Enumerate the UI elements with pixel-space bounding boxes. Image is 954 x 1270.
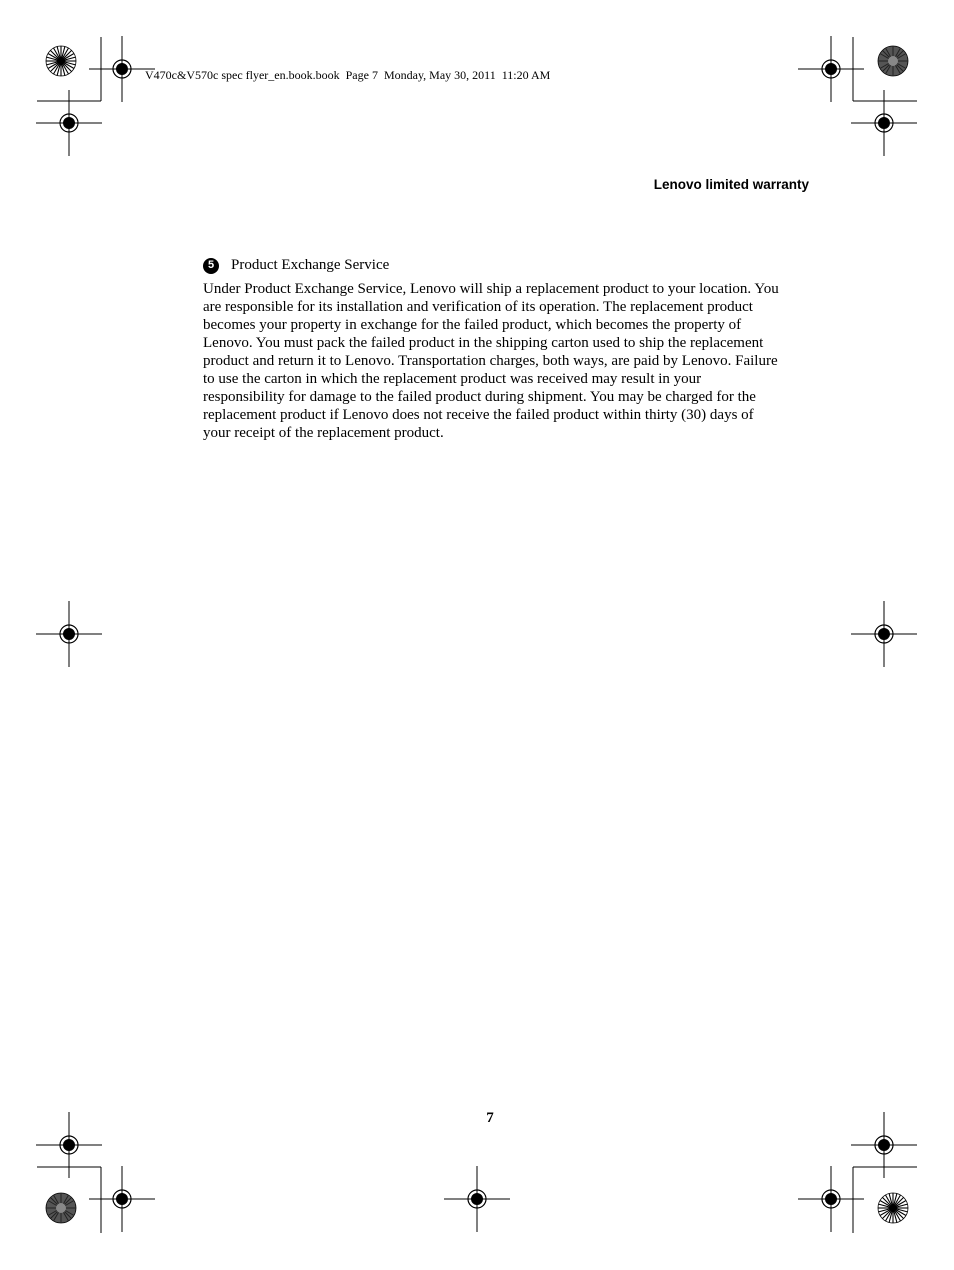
body-line: responsibility for damage to the failed product during shipment. You may be charged for the	[203, 389, 756, 405]
section-number-badge: 5	[203, 258, 219, 274]
body-line: replacement product if Lenovo does not receive the failed product within thirty (30) days of	[203, 407, 754, 423]
body-paragraph	[203, 280, 811, 442]
body-line: Lenovo. You must pack the failed product in the shipping carton used to ship the replacement	[203, 335, 764, 351]
body-line: are responsible for its installation and verification of its operation. The replacement product	[203, 299, 753, 315]
body-line: your receipt of the replacement product.	[203, 425, 444, 441]
section-heading	[203, 257, 803, 274]
body-line: Under Product Exchange Service, Lenovo will ship a replacement product to your location. You	[203, 281, 779, 297]
running-head: Lenovo limited warranty	[653, 177, 809, 192]
page-number: 7	[486, 1110, 494, 1126]
body-line: to use the carton in which the replacement product was received may result in your	[203, 371, 702, 387]
body-line: product and return it to Lenovo. Transportation charges, both ways, are paid by Lenovo. Failure	[203, 353, 778, 369]
section-title: Product Exchange Service	[231, 257, 390, 273]
slug-line: V470c&V570c spec flyer_en.book.book Page 7 Monday, May 30, 2011 11:20 AM	[145, 68, 551, 82]
body-line: becomes your property in exchange for the failed product, which becomes the property of	[203, 317, 742, 333]
